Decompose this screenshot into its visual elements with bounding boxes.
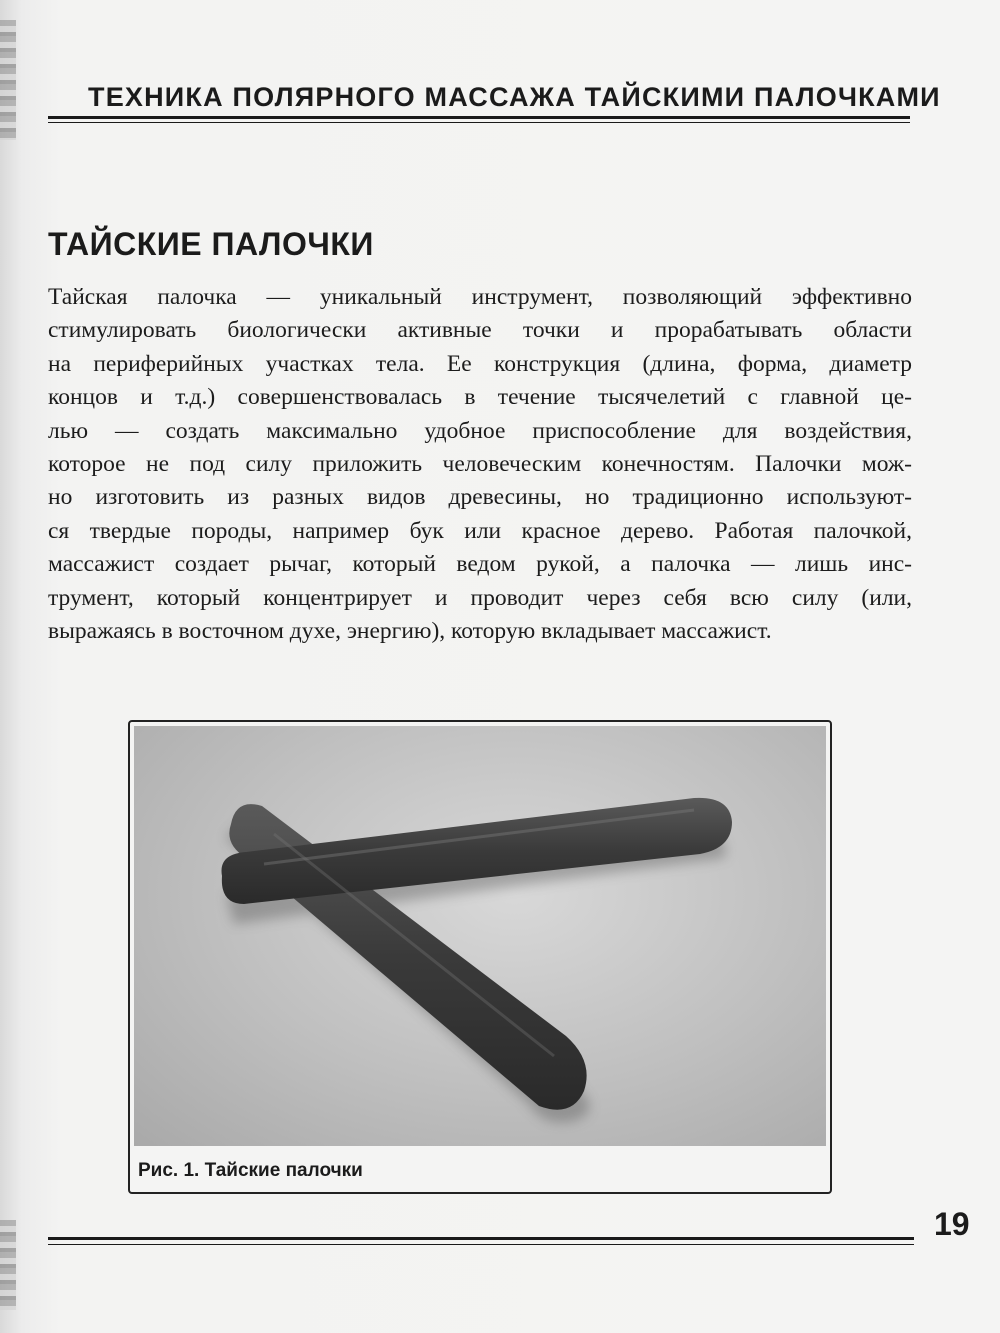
thai-sticks-photo xyxy=(134,726,826,1146)
paragraph-line: на периферийных участках тела. Ее конструкция (длина, форма, диаметр xyxy=(48,350,912,377)
figure-caption: Рис. 1. Тайские палочки xyxy=(138,1160,363,1181)
footer-rule-thin xyxy=(48,1244,914,1245)
page-number: 19 xyxy=(934,1206,970,1242)
paragraph-line: массажист создает рычаг, который ведом рукой, а палочка — лишь инс- xyxy=(48,551,912,578)
paragraph-line: Тайская палочка — уникальный инструмент, позволяющий эффективно xyxy=(48,284,912,310)
spine-ornament-bottom xyxy=(0,1220,16,1310)
spine-ornament-top xyxy=(0,20,16,140)
thai-sticks-illustration xyxy=(134,726,826,1146)
figure-frame xyxy=(128,720,832,1194)
paragraph-line: стимулировать биологически активные точки и прорабатывать области xyxy=(48,317,912,344)
paragraph-line: ся твердые породы, например бук или красное дерево. Работая палочкой, xyxy=(48,517,912,544)
header-rule-thick xyxy=(48,116,910,119)
header-rule-thin xyxy=(48,122,910,123)
body-paragraph xyxy=(48,281,912,648)
paragraph-line: трумент, который концентрирует и проводит через себя всю силу (или, xyxy=(48,584,912,611)
paragraph-line: которое не под силу приложить человеческим конечностям. Палочки мож- xyxy=(48,451,912,478)
paragraph-line: выражаясь в восточном духе, энергию), которую вкладывает массажист. xyxy=(48,618,772,645)
footer-rule-thick xyxy=(48,1237,914,1240)
running-header: ТЕХНИКА ПОЛЯРНОГО МАССАЖА ТАЙСКИМИ ПАЛОЧКАМИ xyxy=(88,82,941,112)
paragraph-line: лью — создать максимально удобное приспособление для воздействия, xyxy=(48,417,912,444)
section-title: ТАЙСКИЕ ПАЛОЧКИ xyxy=(48,226,374,262)
paragraph-line: но изготовить из разных видов древесины, но традиционно используют- xyxy=(48,484,912,511)
paragraph-line: концов и т.д.) совершенствовалась в течение тысячелетий с главной це- xyxy=(48,384,912,411)
